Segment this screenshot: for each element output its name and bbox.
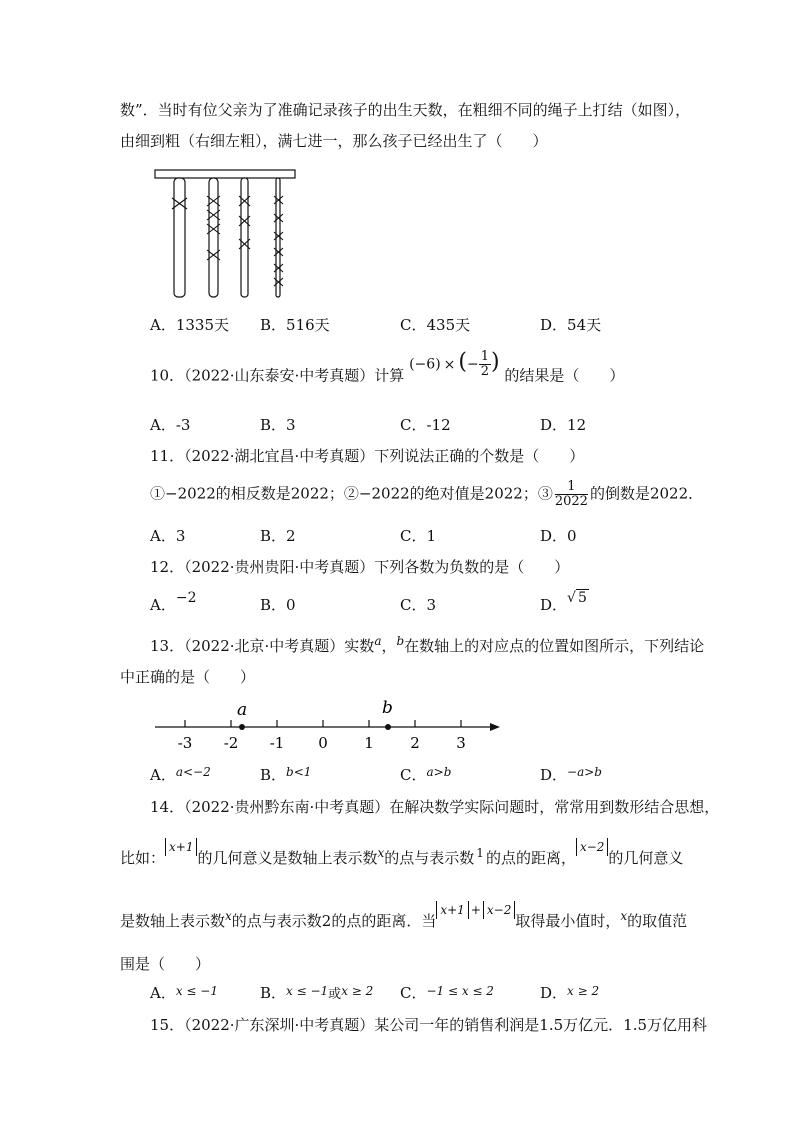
- q13-option-b-math: b<1: [286, 765, 312, 779]
- q14-one: 1: [476, 846, 484, 860]
- q13-stem-line2: 中正确的是（ ）: [120, 668, 256, 686]
- q13-option-a[interactable]: [150, 765, 211, 786]
- q11-option-a[interactable]: A．3: [150, 527, 186, 545]
- q14-l3d: 的取值范: [627, 912, 688, 930]
- q11-frac-num: 1: [555, 480, 588, 495]
- q15-stem-line1: 15．（2022·广东深圳·中考真题）某公司一年的销售利润是1.5万亿元．1.5万亿用科: [150, 1016, 708, 1034]
- q10-minus: −: [466, 356, 479, 373]
- q13-option-c-math: a>b: [426, 765, 452, 779]
- q14-var-x-1: x: [377, 846, 385, 860]
- q14-option-a-label: A．: [150, 984, 176, 1002]
- q14-abs-1: x+1: [165, 838, 197, 856]
- q9-option-d[interactable]: D．54天: [540, 316, 602, 334]
- q14-stem-line4: 围是（ ）: [120, 955, 211, 973]
- q10-expression: [409, 350, 500, 379]
- q11-option-d[interactable]: D．0: [540, 527, 577, 545]
- q10-expr-a: (−6): [409, 356, 441, 373]
- q11-statement-text: ①−2022的相反数是2022；②−2022的绝对值是2022；③: [150, 484, 553, 503]
- q11-statement-end: 的倒数是2022．: [589, 484, 704, 503]
- q12-option-a[interactable]: [150, 590, 197, 616]
- q13-option-d-math: −a>b: [567, 765, 602, 779]
- point-a-label: a: [237, 700, 248, 720]
- q14-option-c-math: −1 ≤ x ≤ 2: [426, 984, 494, 998]
- q10-option-d[interactable]: D．12: [540, 416, 587, 434]
- q14-option-b-label: B．: [260, 984, 287, 1002]
- q14-l3c: 取得最小值时，: [515, 912, 621, 930]
- q14-plus: +: [470, 903, 481, 917]
- number-line-tick-label: -1: [269, 734, 285, 752]
- q10-times: ×: [443, 356, 456, 373]
- q12-option-b[interactable]: B．0: [260, 596, 296, 614]
- q14-abs-4: x−2: [483, 901, 515, 919]
- q14-option-b-math-2: x ≥ 2: [341, 984, 374, 998]
- q14-stem-line1: 14．（2022·贵州黔东南·中考真题）在解决数学实际问题时，常常用到数形结合思想，: [150, 798, 720, 816]
- q12-option-d-label: D．: [540, 596, 568, 614]
- q12-option-a-label: A．: [150, 596, 176, 614]
- q14-var-x-3: x: [620, 909, 628, 923]
- q14-abs-2: x−2: [576, 838, 608, 856]
- q13-option-c-label: C．: [400, 766, 427, 784]
- q14-option-a[interactable]: [150, 983, 218, 1004]
- q9-option-b[interactable]: B．516天: [260, 316, 330, 334]
- q14-option-d-math: x ≥ 2: [567, 984, 600, 998]
- number-line-arrow: [490, 723, 500, 731]
- number-line-tick-label: 3: [456, 734, 466, 752]
- q13-option-d-label: D．: [540, 766, 568, 784]
- number-line-ticks: [178, 720, 466, 752]
- q10-suffix: 的结果是（ ）: [504, 366, 625, 385]
- number-line-tick-label: -3: [177, 734, 193, 752]
- q12-stem: 12．（2022·贵州贵阳·中考真题）下列各数为负数的是（ ）: [150, 558, 570, 576]
- q14-stem-line3: [120, 903, 688, 932]
- q10-frac-den: 2: [480, 364, 489, 379]
- q13-option-b-label: B．: [260, 766, 287, 784]
- knot-rope-figure: [150, 166, 300, 302]
- q13-option-b[interactable]: [260, 765, 311, 786]
- q14-abs-3: x+1: [436, 901, 468, 919]
- q10-option-c[interactable]: C．-12: [400, 416, 451, 434]
- q11-statements: [150, 480, 703, 509]
- q12-option-d-radicand: 5: [577, 590, 587, 606]
- q14-option-b[interactable]: [260, 983, 373, 1005]
- q13-stem-line1: [150, 636, 704, 657]
- q14-option-c-label: C．: [400, 984, 427, 1002]
- q13-option-c[interactable]: [400, 765, 451, 786]
- q12-option-a-value: −2: [175, 590, 197, 606]
- q14-option-a-math: x ≤ −1: [175, 984, 218, 998]
- q13-option-a-math: a<−2: [175, 765, 211, 779]
- number-line-tick-label: 0: [318, 734, 328, 752]
- q10-prefix: 10．（2022·山东泰安·中考真题）计算: [150, 366, 405, 385]
- q14-l2b: 的几何意义是数轴上表示数: [197, 849, 378, 867]
- q14-stem-line2: [120, 840, 684, 869]
- q14-option-b-math-1: x ≤ −1: [286, 984, 329, 998]
- q14-l2d: 的点的距离，: [485, 849, 576, 867]
- q13-comma: ，: [381, 637, 397, 655]
- number-line-figure: [150, 696, 505, 754]
- q14-var-x-2: x: [225, 909, 232, 923]
- q14-option-b-or: 或: [328, 987, 342, 1002]
- q10-stem: [150, 349, 625, 391]
- q11-option-c[interactable]: C．1: [400, 527, 437, 545]
- q13-suffix: 在数轴上的对应点的位置如图所示，下列结论: [404, 637, 705, 655]
- number-line-tick-label: 2: [410, 734, 420, 752]
- q13-var-a: a: [374, 634, 382, 648]
- q10-option-a[interactable]: A．-3: [150, 416, 191, 434]
- q14-l2c: 的点与表示数: [384, 849, 475, 867]
- q10-frac-num: 1: [480, 349, 489, 364]
- q14-l2a: 比如：: [120, 849, 166, 867]
- point-a: [239, 724, 245, 730]
- q13-var-b: b: [396, 634, 405, 648]
- point-b-label: b: [382, 698, 393, 718]
- q9-text-line1: 数”．当时有位父亲为了准确记录孩子的出生天数，在粗细不同的绳子上打结（如图），: [120, 101, 691, 119]
- q11-frac-den: 2022: [554, 494, 588, 509]
- q14-l2e: 的几何意义: [608, 849, 684, 867]
- point-b: [385, 724, 391, 730]
- q12-option-d[interactable]: [540, 590, 589, 616]
- q14-l3b: 的点与表示数2的点的距离．当: [231, 912, 437, 930]
- q13-option-a-label: A．: [150, 766, 176, 784]
- q14-option-d-label: D．: [540, 984, 568, 1002]
- q12-option-c[interactable]: C．3: [400, 596, 437, 614]
- q13-option-d[interactable]: [540, 765, 602, 786]
- q10-paren-left: (: [458, 349, 467, 375]
- q14-option-d[interactable]: [540, 983, 599, 1004]
- q14-option-c[interactable]: [400, 983, 494, 1004]
- number-line-tick-label: -2: [223, 734, 239, 752]
- q10-fraction: [479, 350, 491, 379]
- q14-l3a: 是数轴上表示数: [120, 912, 226, 930]
- q10-paren-right: ): [491, 349, 500, 375]
- q11-option-b[interactable]: B．2: [260, 527, 296, 545]
- q9-option-a[interactable]: A．1335天: [150, 316, 230, 334]
- q11-fraction: [555, 480, 588, 509]
- sqrt-symbol: √ 5: [567, 590, 587, 606]
- q10-option-b[interactable]: B．3: [260, 416, 296, 434]
- q9-option-c[interactable]: C．435天: [400, 316, 471, 334]
- q9-text-line2: 由细到粗（右细左粗），满七进一，那么孩子已经出生了（ ）: [120, 132, 548, 150]
- q11-stem: 11．（2022·湖北宜昌·中考真题）下列说法正确的个数是（ ）: [150, 447, 585, 465]
- q13-prefix: 13．（2022·北京·中考真题）实数: [150, 637, 375, 655]
- number-line-tick-label: 1: [364, 734, 374, 752]
